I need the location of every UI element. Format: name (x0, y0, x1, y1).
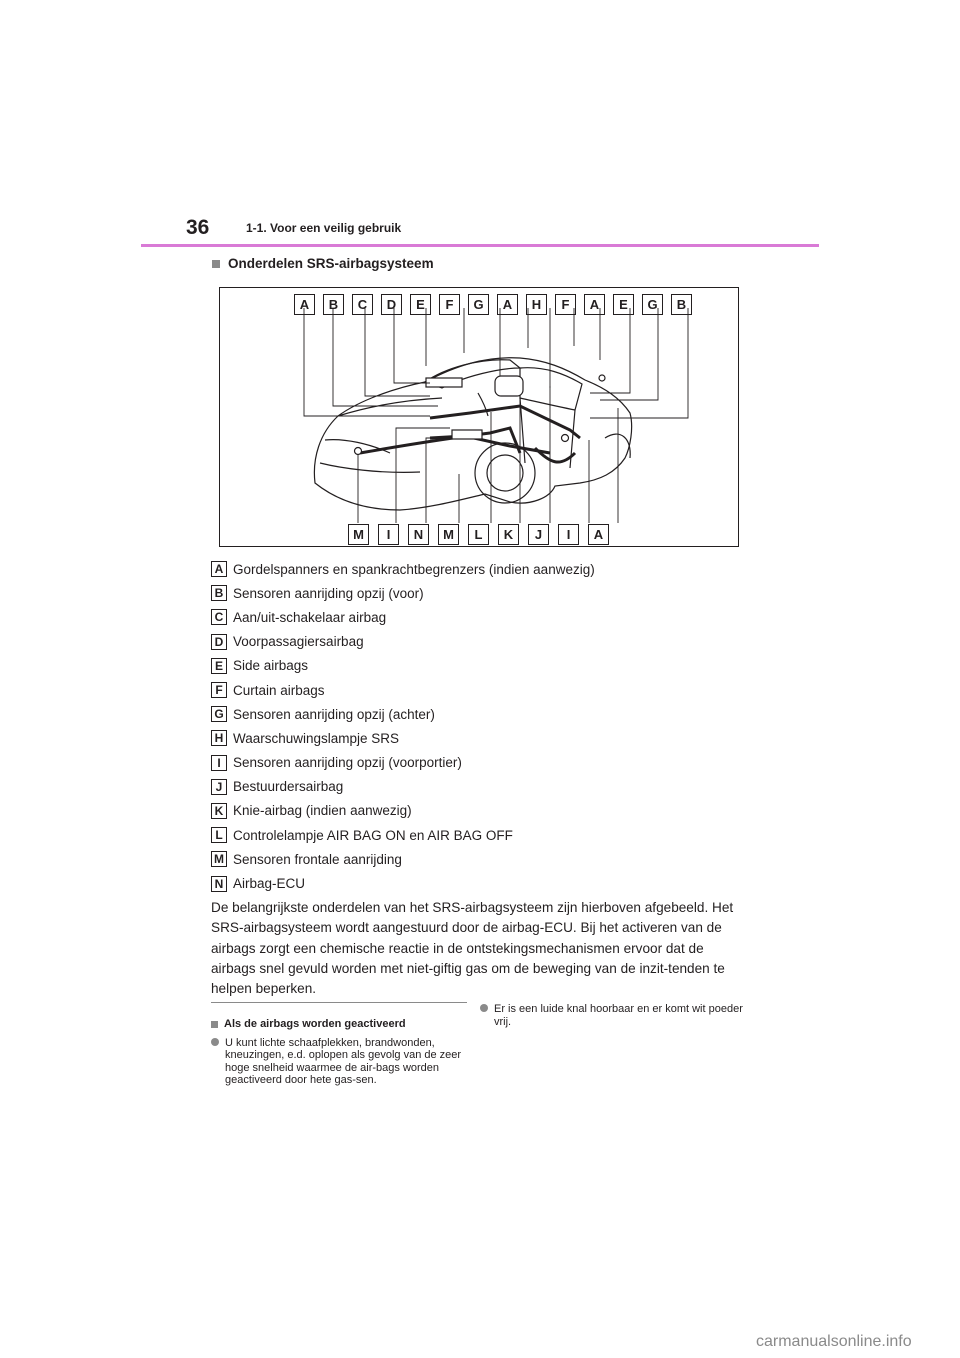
figure-label: I (378, 524, 399, 545)
legend-letter: E (211, 658, 227, 674)
section-title-text: Onderdelen SRS-airbagsysteem (228, 256, 434, 271)
figure-label: J (528, 524, 549, 545)
legend-letter: I (211, 755, 227, 771)
figure-label: G (642, 294, 663, 315)
front-wheel-hub (487, 455, 523, 491)
note-text: U kunt lichte schaafplekken, brandwonden, kneuzingen, e.d. oplopen als gevolg van de zeer hoge snelheid waarmee de air-bags worden geactiveerd door hete gas-sen. (225, 1036, 462, 1086)
figure-label: K (498, 524, 519, 545)
figure-label: E (410, 294, 431, 315)
legend-letter: F (211, 682, 227, 698)
notes-right-column (480, 1003, 750, 1028)
notes-heading (211, 1018, 469, 1031)
circle-bullet-icon (480, 1004, 488, 1012)
sensor-side (562, 435, 569, 442)
legend-letter: N (211, 876, 227, 892)
legend-item (211, 847, 595, 871)
top-label-row (294, 294, 692, 315)
figure-label: L (468, 524, 489, 545)
side-window (520, 368, 582, 410)
figure-label: D (381, 294, 402, 315)
figure-label: G (468, 294, 489, 315)
legend-item (211, 605, 595, 629)
legend-item (211, 557, 595, 581)
legend-letter: A (211, 561, 227, 577)
legend-item (211, 823, 595, 847)
legend-text: Bestuurdersairbag (233, 779, 344, 795)
legend-item (211, 702, 595, 726)
legend-item (211, 726, 595, 750)
figure-label: B (323, 294, 344, 315)
legend-item (211, 871, 595, 895)
legend-letter: C (211, 609, 227, 625)
bottom-label-row (348, 524, 609, 545)
legend-letter: H (211, 730, 227, 746)
leader-lines-top (304, 308, 688, 418)
page-number: 36 (186, 216, 210, 239)
legend-text: Airbag-ECU (233, 876, 306, 892)
figure-label: M (348, 524, 369, 545)
square-bullet-icon (212, 260, 220, 268)
passenger-airbag (426, 378, 462, 387)
legend-item (211, 678, 595, 702)
legend-letter: M (211, 851, 227, 867)
figure-label: F (555, 294, 576, 315)
figure-label: A (584, 294, 605, 315)
figure-label: C (352, 294, 373, 315)
notes-left-column (211, 1018, 469, 1087)
figure-label: A (497, 294, 518, 315)
legend-text: Sensoren aanrijding opzij (voorportier) (233, 755, 462, 771)
legend-letter: D (211, 634, 227, 650)
legend-text: Sensoren aanrijding opzij (voor) (233, 585, 424, 601)
legend-item (211, 581, 595, 605)
legend-item (211, 630, 595, 654)
sensor-rear (599, 375, 605, 381)
notes-divider (211, 1002, 467, 1003)
legend-text: Voorpassagiersairbag (233, 634, 364, 650)
airbag-ecu (452, 430, 482, 439)
note-bullet (211, 1037, 469, 1087)
note-text: Er is een luide knal hoorbaar en er komt wit poeder vrij. (494, 1003, 743, 1028)
legend-text: Waarschuwingslampje SRS (233, 730, 400, 746)
legend-text: Gordelspanners en spankrachtbegrenzers (indien aanwezig) (233, 561, 595, 577)
legend-item (211, 654, 595, 678)
running-header: 1-1. Voor een veilig gebruik (246, 221, 402, 235)
circle-bullet-icon (211, 1038, 219, 1046)
legend-text: Curtain airbags (233, 682, 325, 698)
section-title (212, 256, 434, 271)
notes-heading-text: Als de airbags worden geactiveerd (224, 1018, 406, 1030)
legend-text: Sensoren aanrijding opzij (achter) (233, 706, 435, 722)
legend-item (211, 775, 595, 799)
figure-label: E (613, 294, 634, 315)
legend-letter: K (211, 803, 227, 819)
figure-label: B (671, 294, 692, 315)
legend-text: Aan/uit-schakelaar airbag (233, 609, 387, 625)
body-paragraph: De belangrijkste onderdelen van het SRS-airbagsysteem zijn hierboven afgebeeld. Het SRS-airbagsysteem wordt aangestuurd door de airbag-ECU. Bij het activeren van de airbags zorgt een chemische reactie in de ontstekingsmechanismen ervoor dat de airbags snel gevuld worden met niet-giftig gas om de beweging van de inzit-tenden te helpen beperken. (211, 900, 734, 997)
car-diagram (220, 288, 740, 548)
figure-label: N (408, 524, 429, 545)
legend-text: Side airbags (233, 658, 309, 674)
legend-text: Controlelampje AIR BAG ON en AIR BAG OFF (233, 827, 513, 843)
legend-letter: J (211, 779, 227, 795)
legend-letter: L (211, 827, 227, 843)
front-grille (320, 463, 420, 472)
figure-label: F (439, 294, 460, 315)
legend-text: Knie-airbag (indien aanwezig) (233, 803, 412, 819)
note-bullet (480, 1003, 750, 1028)
front-wheel (475, 443, 535, 503)
legend-item (211, 799, 595, 823)
legend-text: Sensoren frontale aanrijding (233, 851, 402, 867)
square-bullet-icon (211, 1021, 218, 1028)
legend-letter: B (211, 585, 227, 601)
figure-label: A (588, 524, 609, 545)
leader-lines-bottom (358, 386, 618, 523)
component-legend (211, 557, 595, 896)
watermark: carmanualsonline.info (756, 1333, 912, 1350)
header-rule (141, 244, 819, 247)
sensor-front-left (355, 448, 362, 455)
figure-label: M (438, 524, 459, 545)
legend-letter: G (211, 706, 227, 722)
figure-label: I (558, 524, 579, 545)
mirror (495, 376, 523, 396)
airbag-system-illustration (219, 287, 739, 547)
figure-label: H (526, 294, 547, 315)
figure-label: A (294, 294, 315, 315)
legend-item (211, 751, 595, 775)
